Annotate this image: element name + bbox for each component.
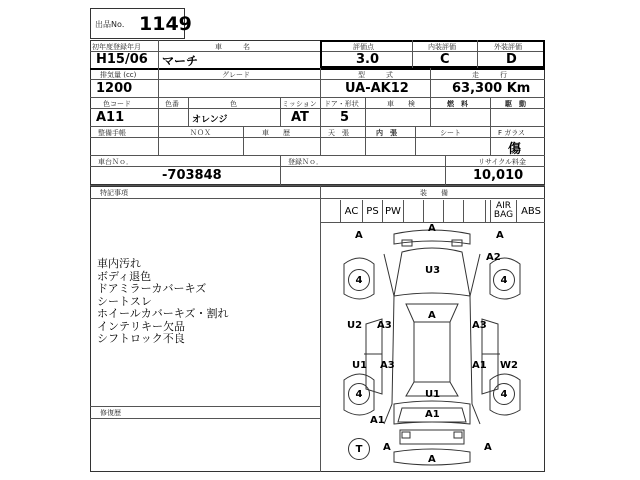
damage-mark: A3 <box>380 360 395 371</box>
recycle-label: リサイクル料金 <box>478 158 527 166</box>
spare-tire: T <box>348 438 370 460</box>
tire-front-right: 4 <box>493 269 515 291</box>
lot-number: 1149 <box>139 13 192 35</box>
note-line: シフトロック不良 <box>97 332 185 345</box>
registration-label: 登録Ｎｏ． <box>288 158 323 166</box>
note-line: 車内汚れ <box>97 257 141 270</box>
equip-ps: PS <box>362 200 382 222</box>
transmission-value: AT <box>291 110 309 125</box>
color-value: オレンジ <box>192 115 228 125</box>
damage-mark: A <box>428 310 436 321</box>
transmission-label: ミッション <box>282 100 317 108</box>
color-code-label: 色コード <box>103 100 131 108</box>
chassis-label: 車台Ｎｏ． <box>98 158 133 166</box>
damage-mark: A <box>484 442 492 453</box>
mileage-value: 63,300 Km <box>452 81 531 96</box>
tire-rear-right: 4 <box>493 383 515 405</box>
damage-mark: U2 <box>347 320 363 331</box>
damage-mark: A <box>383 442 391 453</box>
glass-value: 傷 <box>508 142 522 157</box>
equip-airbag: AIR BAG <box>490 200 516 222</box>
chassis-value: -703848 <box>162 168 222 183</box>
lot-number-box <box>90 8 192 39</box>
damage-mark: W2 <box>500 360 518 371</box>
damage-mark: A1 <box>472 360 487 371</box>
repair-history-label: 修復歴 <box>100 409 121 417</box>
type-label: 型 式 <box>358 71 393 79</box>
equip-ac: AC <box>340 200 362 222</box>
damage-mark: A3 <box>377 320 392 331</box>
damage-mark: A1 <box>370 415 385 426</box>
color-number-label: 色番 <box>165 100 179 108</box>
displacement-value: 1200 <box>96 81 133 96</box>
damage-mark: U1 <box>352 360 368 371</box>
manual-label: 整備手帳 <box>98 129 126 137</box>
equip-slot <box>320 200 340 222</box>
score-label: 評価点 <box>353 43 374 51</box>
damage-mark: A <box>355 230 363 241</box>
notes-list <box>97 258 229 346</box>
history-label: 車 歴 <box>262 129 290 137</box>
exterior-value: D <box>506 52 517 67</box>
equip-slot <box>463 200 485 222</box>
recycle-value: 10,010 <box>473 168 524 183</box>
note-line: シートスレ <box>97 294 152 308</box>
damage-mark: U3 <box>425 265 441 276</box>
displacement-label: 排気量 (cc) <box>100 71 137 79</box>
equip-pw: PW <box>382 200 403 222</box>
inspection-label: 車 検 <box>387 100 415 108</box>
type-value: UA-AK12 <box>345 81 409 96</box>
car-diagram-icon <box>322 224 544 472</box>
score-value: 3.0 <box>356 52 380 67</box>
exterior-label: 外装評価 <box>494 43 522 51</box>
headliner-label: 天 張 <box>328 129 349 137</box>
notes-label: 特記事項 <box>100 189 128 197</box>
tire-rear-left: 4 <box>348 383 370 405</box>
note-line: ホイールカバーキズ・割れ <box>97 307 229 320</box>
mileage-label: 走 行 <box>472 71 507 79</box>
seat-label: シート <box>440 129 461 137</box>
damage-mark: A3 <box>472 320 487 331</box>
model-label: 車 名 <box>215 43 250 51</box>
damage-mark: U1 <box>425 389 441 400</box>
trim-label: 内 張 <box>376 129 397 137</box>
tire-front-left: 4 <box>348 269 370 291</box>
note-line: ボディ退色 <box>97 269 152 283</box>
first-reg-value: H15/06 <box>96 52 148 67</box>
nox-label: ＮＯＸ <box>190 129 211 137</box>
interior-label: 内装評価 <box>428 43 456 51</box>
note-line: インテリキー欠品 <box>97 319 185 333</box>
equip-abs: ABS <box>516 200 545 222</box>
damage-mark: A <box>496 230 504 241</box>
damage-mark: A <box>428 454 436 465</box>
drive-label: 駆 動 <box>505 100 526 108</box>
damage-mark: A <box>428 223 436 234</box>
glass-label: F ガラス <box>498 129 526 137</box>
door-label: ドア・形状 <box>324 100 359 108</box>
lot-number-label: 出品No． <box>95 20 130 29</box>
equip-slot <box>443 200 463 222</box>
damage-mark: A2 <box>486 252 501 263</box>
color-code-value: A11 <box>96 110 125 125</box>
interior-value: C <box>440 52 450 67</box>
color-label: 色 <box>230 100 237 108</box>
model-value: マーチ <box>162 54 199 68</box>
equip-slot <box>423 200 443 222</box>
first-reg-label: 初年度登録年月 <box>92 43 141 51</box>
grade-label: グレード <box>222 71 250 79</box>
fuel-label: 燃 料 <box>447 100 468 108</box>
damage-mark: A1 <box>425 409 440 420</box>
equip-slot <box>403 200 423 222</box>
note-line: ドアミラーカバーキズ <box>97 282 207 295</box>
equipment-label: 装 備 <box>420 189 448 197</box>
door-value: 5 <box>340 110 350 125</box>
